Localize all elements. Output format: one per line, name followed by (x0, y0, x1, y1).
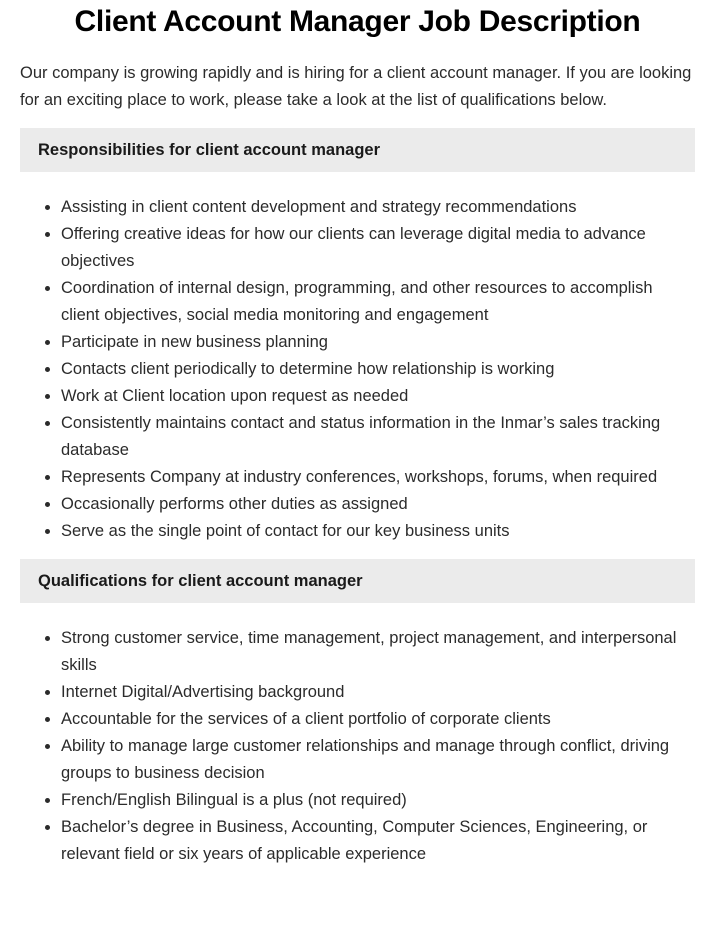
list-item: • Represents Company at industry conferences, workshops, forums, when required (61, 464, 695, 491)
list-item: • Offering creative ideas for how our clients can leverage digital media to advance objectives (61, 221, 695, 275)
responsibilities-list (20, 194, 695, 545)
section-heading-qualifications-label: Qualifications for client account manager (38, 572, 363, 590)
list-item: • Serve as the single point of contact for our key business units (61, 518, 695, 545)
section-heading-qualifications (20, 559, 695, 603)
list-item: • Strong customer service, time management, project management, and interpersonal skills (61, 625, 695, 679)
qualifications-list (20, 625, 695, 868)
list-item: • Work at Client location upon request as needed (61, 383, 695, 410)
section-heading-responsibilities-label: Responsibilities for client account manager (38, 141, 380, 159)
list-item: • Bachelor’s degree in Business, Accounting, Computer Sciences, Engineering, or relevant field or six years of applicable experience (61, 814, 695, 868)
list-item: • Contacts client periodically to determine how relationship is working (61, 356, 695, 383)
list-item: • Consistently maintains contact and status information in the Inmar’s sales tracking database (61, 410, 695, 464)
list-item: • Internet Digital/Advertising background (61, 679, 695, 706)
list-item: • Occasionally performs other duties as assigned (61, 491, 695, 518)
list-item: • Coordination of internal design, programming, and other resources to accomplish client objectives, social media monitoring and engagement (61, 275, 695, 329)
list-item: • Ability to manage large customer relationships and manage through conflict, driving groups to business decision (61, 733, 695, 787)
section-heading-responsibilities (20, 128, 695, 172)
list-item: • Accountable for the services of a client portfolio of corporate clients (61, 706, 695, 733)
page-title: Client Account Manager Job Description (74, 5, 641, 38)
intro-paragraph: Our company is growing rapidly and is hiring for a client account manager. If you are looking for an exciting place to work, please take a look at the list of qualifications below. (20, 64, 692, 109)
list-item: • Assisting in client content development and strategy recommendations (61, 194, 695, 221)
list-item: • Participate in new business planning (61, 329, 695, 356)
list-item: • French/English Bilingual is a plus (not required) (61, 787, 695, 814)
